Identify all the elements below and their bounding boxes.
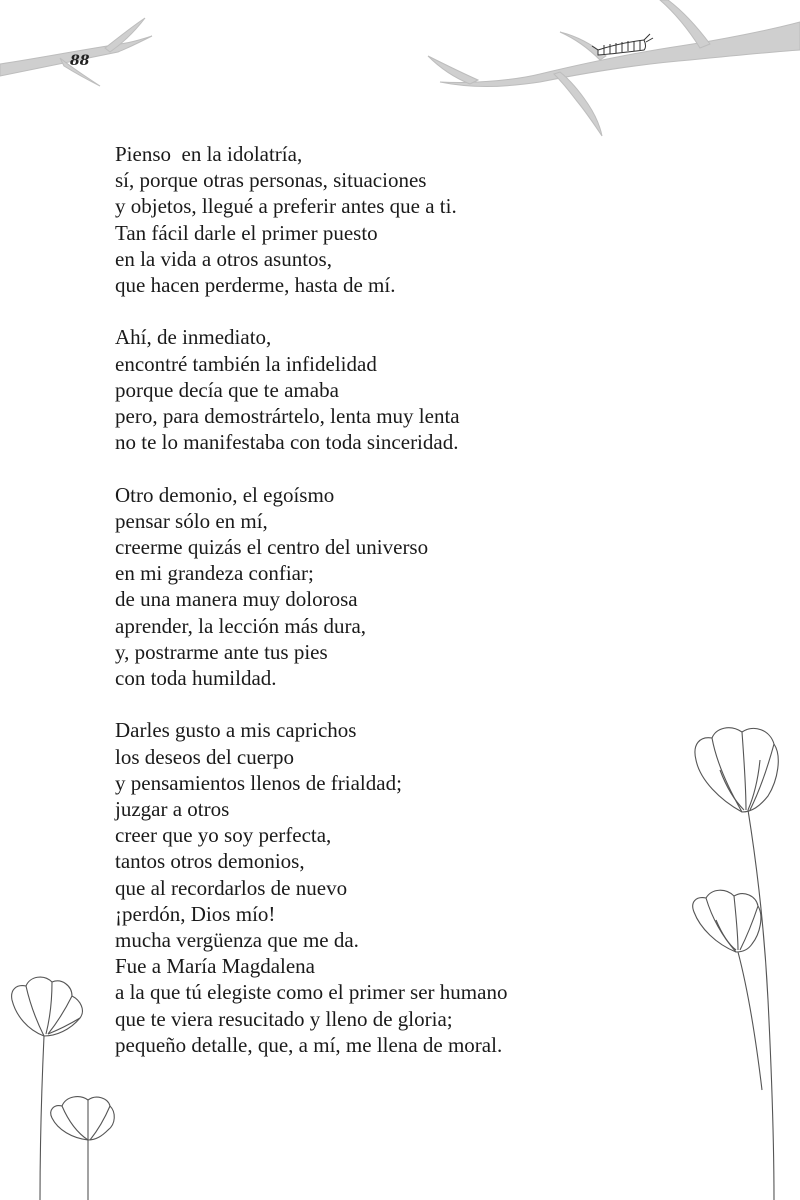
poem-line: Tan fácil darle el primer puesto xyxy=(115,220,378,245)
poem-line: Darles gusto a mis caprichos xyxy=(115,718,357,743)
poem-line: aprender, la lección más dura, xyxy=(115,613,367,638)
poem-line: Otro demonio, el egoísmo xyxy=(115,482,335,507)
stanza xyxy=(115,717,635,1058)
poem-line: encontré también la infidelidad xyxy=(115,351,377,376)
poem-line: mucha vergüenza que me da. xyxy=(115,928,359,953)
poem-line: tantos otros demonios, xyxy=(115,849,305,874)
poem-line: creer que yo soy perfecta, xyxy=(115,823,332,848)
poem-line: juzgar a otros xyxy=(115,797,230,822)
poppy-flower-icon xyxy=(695,728,778,1200)
poem-line: sí, porque otras personas, situaciones xyxy=(115,168,427,193)
poem-line: con toda humildad. xyxy=(115,666,277,691)
poem-line: no te lo manifestaba con toda sinceridad. xyxy=(115,430,459,455)
tree-branch-icon xyxy=(428,0,800,136)
poem-body xyxy=(115,141,635,1084)
stanza xyxy=(115,141,635,298)
poem-line: Pienso en la idolatría, xyxy=(115,142,303,166)
poem-line: creerme quizás el centro del universo xyxy=(115,535,429,560)
poem-line: ¡perdón, Dios mío! xyxy=(115,901,276,926)
poem-line: Ahí, de inmediato, xyxy=(115,325,272,350)
stanza xyxy=(115,324,635,455)
poem-line: pero, para demostrártelo, lenta muy lenta xyxy=(115,404,460,429)
poem-line: en mi grandeza confiar; xyxy=(115,561,314,586)
poppy-flower-icon xyxy=(12,977,83,1200)
poem-line: pensar sólo en mí, xyxy=(115,508,268,533)
poem-line: que al recordarlos de nuevo xyxy=(115,875,348,900)
poem-line: porque decía que te amaba xyxy=(115,377,339,402)
poem-line: que hacen perderme, hasta de mí. xyxy=(115,273,396,298)
poem-line: pequeño detalle, que, a mí, me llena de moral. xyxy=(115,1032,503,1057)
poem-line: a la que tú elegiste como el primer ser humano xyxy=(115,980,508,1005)
poem-line: y, postrarme ante tus pies xyxy=(115,639,328,664)
poem-line: que te viera resucitado y lleno de gloria; xyxy=(115,1006,453,1031)
poem-line: y pensamientos llenos de frialdad; xyxy=(115,770,402,795)
poem-line: los deseos del cuerpo xyxy=(115,744,295,769)
poem-line: Fue a María Magdalena xyxy=(115,954,316,979)
stanza xyxy=(115,482,635,692)
poem-line: y objetos, llegué a preferir antes que a ti. xyxy=(115,194,457,219)
poem-line: de una manera muy dolorosa xyxy=(115,587,358,612)
poem-line: en la vida a otros asuntos, xyxy=(115,246,332,271)
poppy-flower-icon xyxy=(693,890,762,1090)
page-number: 88 xyxy=(70,53,90,69)
poppy-flower-icon xyxy=(51,1097,115,1200)
tree-branch-icon xyxy=(0,18,152,86)
